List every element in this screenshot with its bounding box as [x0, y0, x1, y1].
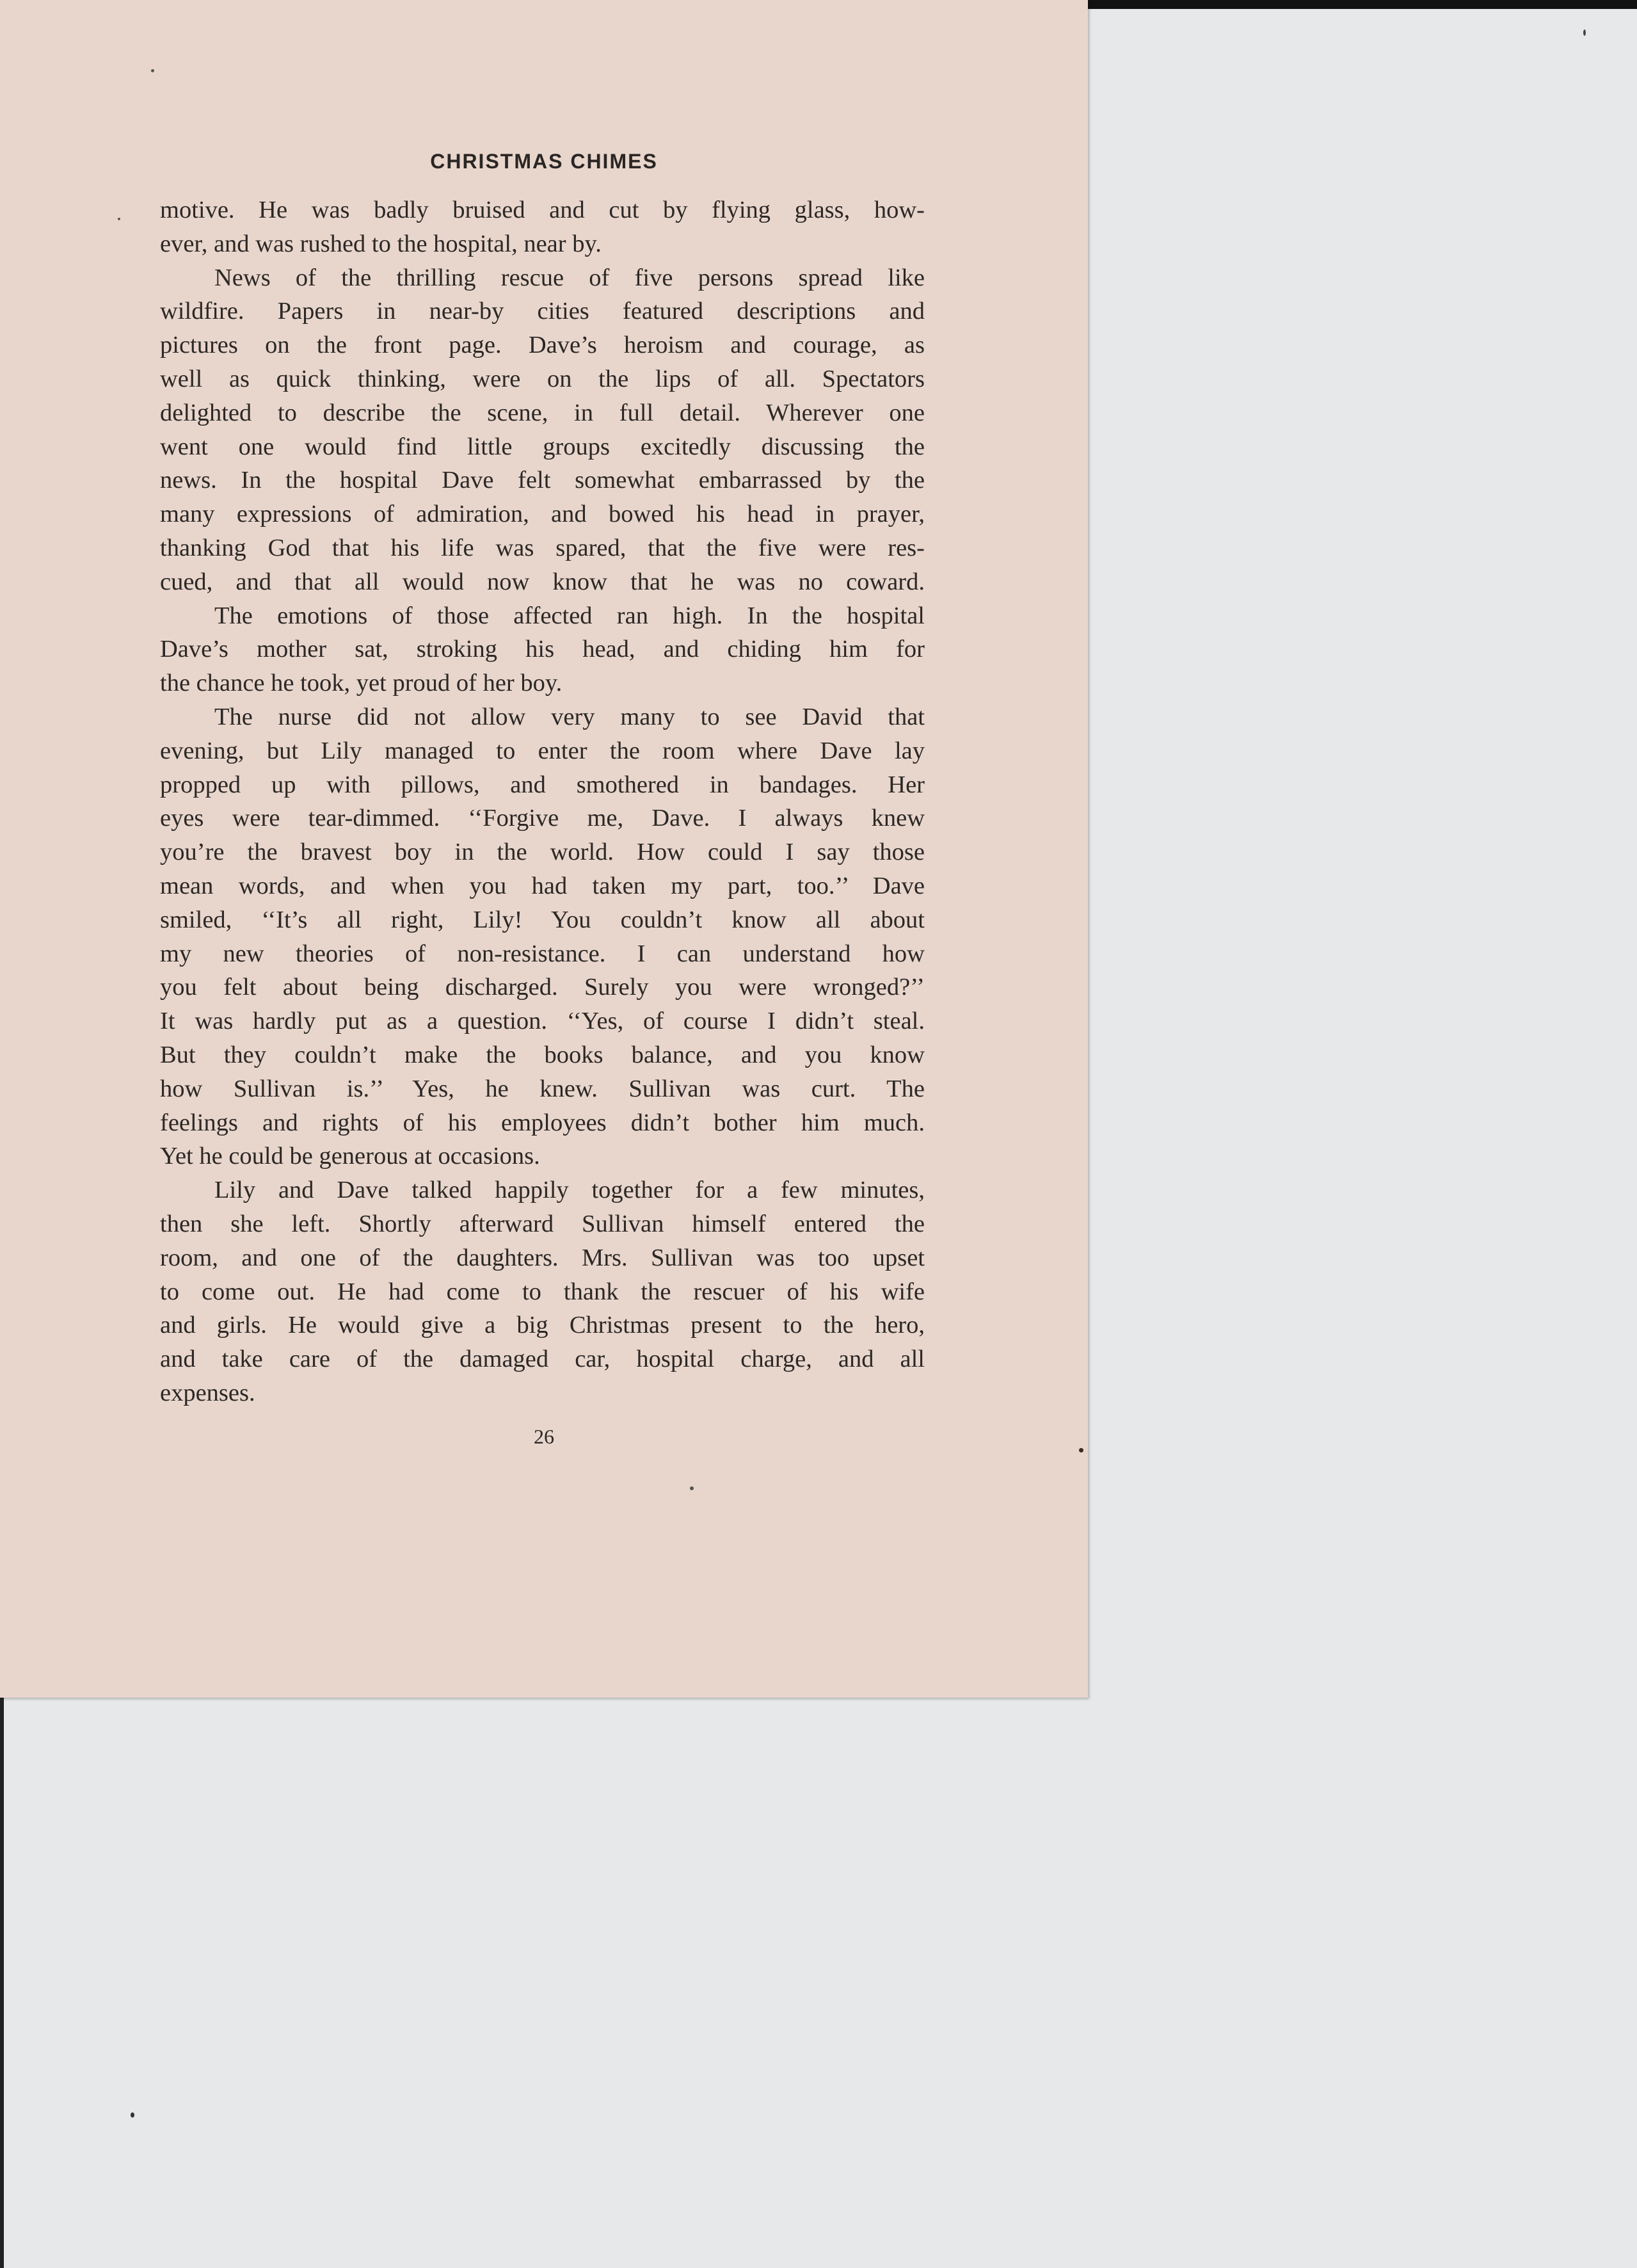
text-line: room, and one of the daughters. Mrs. Sullivan was too upset — [160, 1244, 925, 1271]
text-line: eyes were tear-dimmed. ‘‘Forgive me, Dave. I always knew — [160, 805, 925, 832]
text-line: wildfire. Papers in near-by cities featured descriptions and — [160, 298, 925, 325]
text-line: my new theories of non-resistance. I can understand how — [160, 940, 925, 967]
paper-speck — [690, 1486, 694, 1490]
text-line: and girls. He would give a big Christmas present to the hero, — [160, 1312, 925, 1339]
text-line: expenses. — [160, 1379, 255, 1406]
text-line: thanking God that his life was spared, that the five were res- — [160, 534, 925, 561]
scan-speck — [1583, 29, 1586, 36]
text-line: smiled, ‘‘It’s all right, Lily! You couldn’t know all about — [160, 906, 925, 933]
text-line: Lily and Dave talked happily together for a few minutes, — [214, 1177, 925, 1204]
text-line: then she left. Shortly afterward Sullivan himself entered the — [160, 1210, 925, 1237]
text-line: you felt about being discharged. Surely you were wronged?’’ — [160, 974, 925, 1001]
text-line: But they couldn’t make the books balance, and you know — [160, 1041, 925, 1068]
text-line: motive. He was badly bruised and cut by flying glass, how- — [160, 197, 925, 223]
text-line: delighted to describe the scene, in full detail. Wherever one — [160, 399, 925, 426]
text-line: news. In the hospital Dave felt somewhat embarrassed by the — [160, 467, 925, 494]
text-line: pictures on the front page. Dave’s heroism and courage, as — [160, 332, 925, 359]
text-line: It was hardly put as a question. ‘‘Yes, of course I didn’t steal. — [160, 1008, 925, 1035]
text-line: feelings and rights of his employees didn’t bother him much. — [160, 1109, 925, 1136]
text-line: to come out. He had come to thank the rescuer of his wife — [160, 1278, 925, 1305]
scan-speck — [1079, 1448, 1083, 1452]
text-line: well as quick thinking, were on the lips of all. Spectators — [160, 365, 925, 392]
page-number: 26 — [534, 1425, 554, 1448]
page-body-text — [160, 193, 925, 1410]
text-line: cued, and that all would now know that he was no coward. — [160, 568, 925, 595]
text-line: went one would find little groups excitedly discussing the — [160, 433, 925, 460]
text-line: mean words, and when you had taken my part, too.’’ Dave — [160, 872, 925, 899]
text-line: Dave’s mother sat, stroking his head, and chiding him for — [160, 636, 925, 663]
text-line: propped up with pillows, and smothered in bandages. Her — [160, 771, 925, 798]
text-line: The emotions of those affected ran high. In the hospital — [214, 602, 925, 629]
running-head: CHRISTMAS CHIMES — [430, 150, 658, 173]
text-line: Yet he could be generous at occasions. — [160, 1143, 540, 1170]
book-page — [0, 0, 1088, 1698]
text-line: The nurse did not allow very many to see David that — [214, 703, 925, 730]
paper-speck — [118, 218, 120, 220]
text-line: many expressions of admiration, and bowed his head in prayer, — [160, 501, 925, 528]
text-line: ever, and was rushed to the hospital, near by. — [160, 230, 602, 257]
text-line: how Sullivan is.’’ Yes, he knew. Sullivan was curt. The — [160, 1075, 925, 1102]
scan-speck — [131, 2112, 134, 2118]
text-line: you’re the bravest boy in the world. How could I say those — [160, 839, 925, 866]
text-line: evening, but Lily managed to enter the room where Dave lay — [160, 737, 925, 764]
text-line: News of the thrilling rescue of five persons spread like — [214, 264, 925, 291]
text-line: the chance he took, yet proud of her boy. — [160, 670, 563, 697]
paper-speck — [151, 69, 154, 72]
scanner-left-edge — [0, 1695, 4, 2268]
text-line: and take care of the damaged car, hospital charge, and all — [160, 1346, 925, 1373]
